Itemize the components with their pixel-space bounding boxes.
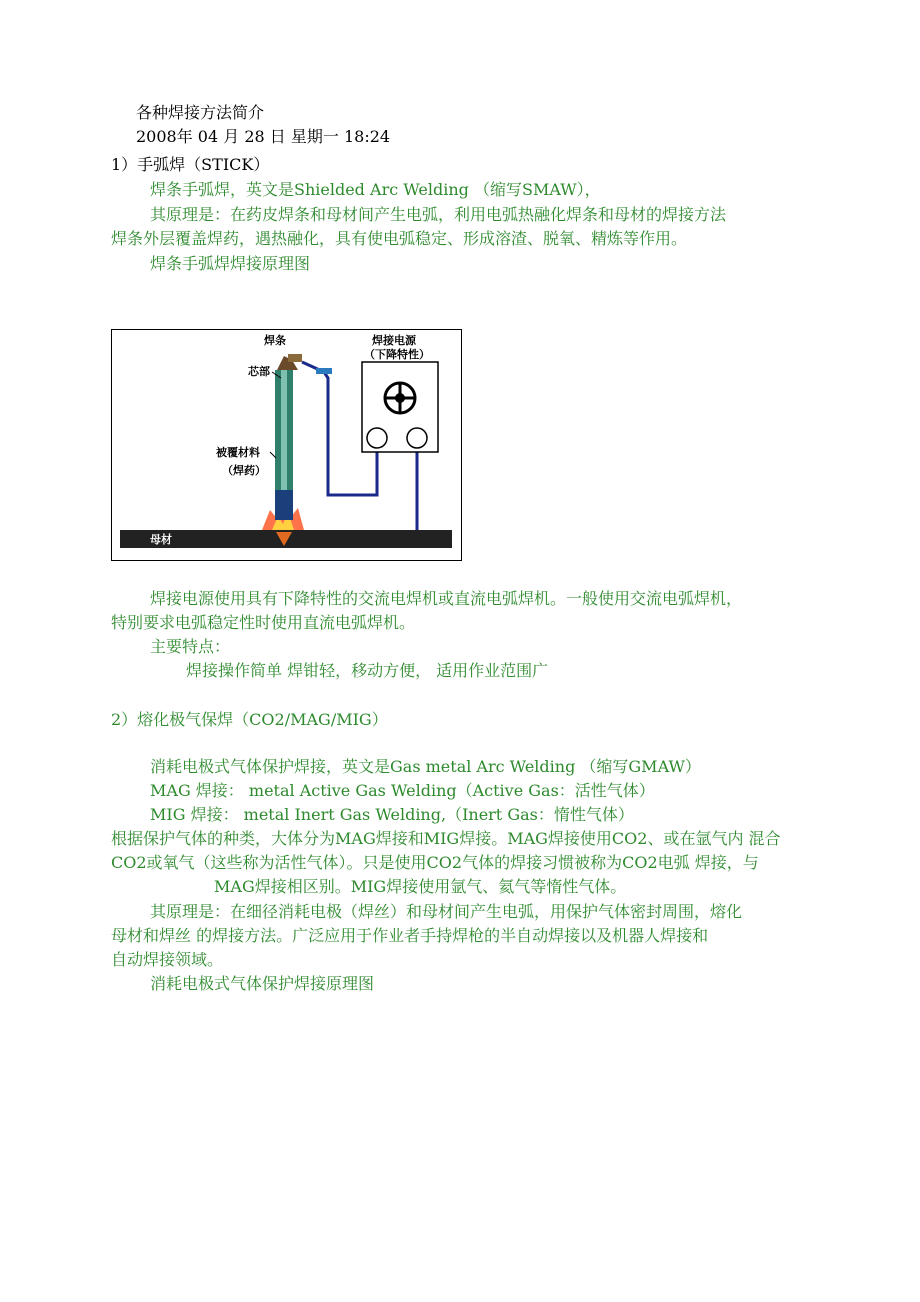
section2-line: MIG 焊接： metal Inert Gas Welding,（Inert Gas：惰性气体） (150, 805, 634, 824)
section2-line: 自动焊接领域。 (111, 950, 224, 969)
post-date: 2008年 04 月 28 日 星期一 18:24 (136, 127, 391, 146)
section2-line: MAG焊接相区别。MIG焊接使用氩气、氦气等惰性气体。 (214, 877, 627, 896)
label-base: 母材 (150, 533, 172, 546)
label-power: 焊接电源 (372, 334, 416, 347)
section1-line: 焊条手弧焊，英文是Shielded Arc Welding （缩写SMAW）， (150, 180, 601, 199)
terminal-right-icon (407, 428, 427, 448)
section2-line: CO2或氧气（这些称为活性气体）。只是使用CO2气体的焊接习惯被称为CO2电弧 焊接，与 (111, 853, 759, 872)
features-text: 焊接操作简单 焊钳轻，移动方便， 适用作业范围广 (186, 661, 549, 680)
label-coating: 被覆材料 (216, 446, 260, 459)
label-flux: （焊药） (222, 464, 266, 477)
label-drooping: （下降特性） (364, 348, 430, 361)
terminal-left-icon (367, 428, 387, 448)
section1-line: 其原理是：在药皮焊条和母材间产生电弧，利用电弧热融化焊条和母材的焊接方法 (150, 205, 727, 224)
section2-heading: 2）熔化极气保焊（CO2/MAG/MIG） (111, 710, 388, 729)
page-title: 各种焊接方法简介 (136, 103, 265, 122)
section2-line: 其原理是：在细径消耗电极（焊丝）和母材间产生电弧，用保护气体密封周围，熔化 (150, 902, 743, 921)
diagram-caption: 焊条手弧焊焊接原理图 (150, 254, 311, 273)
section1-after: 特别要求电弧稳定性时使用直流电弧焊机。 (111, 613, 416, 632)
label-electrode: 焊条 (264, 334, 286, 347)
section2-line: 根据保护气体的种类，大体分为MAG焊接和MIG焊接。MAG焊接使用CO2、或在氩气内 混合 (111, 829, 781, 848)
section2-line: MAG 焊接： metal Active Gas Welding（Active Gas：活性气体） (150, 781, 655, 800)
smaw-diagram (111, 329, 462, 561)
section2-line: 母材和焊丝 的焊接方法。广泛应用于作业者手持焊枪的半自动焊接以及机器人焊接和 (111, 926, 709, 945)
features-title: 主要特点： (150, 637, 231, 656)
section1-after: 焊接电源使用具有下降特性的交流电焊机或直流电弧焊机。一般使用交流电弧焊机， (150, 589, 743, 608)
section2-line: 消耗电极式气体保护焊接，英文是Gas metal Arc Welding （缩写GMAW） (150, 757, 701, 776)
label-core: 芯部 (248, 365, 270, 378)
gmaw-diagram-caption: 消耗电极式气体保护焊接原理图 (150, 974, 375, 993)
section1-line: 焊条外层覆盖焊药，遇热融化，具有使电弧稳定、形成溶渣、脱氧、精炼等作用。 (111, 229, 688, 248)
section1-heading: 1）手弧焊（STICK） (111, 155, 270, 174)
